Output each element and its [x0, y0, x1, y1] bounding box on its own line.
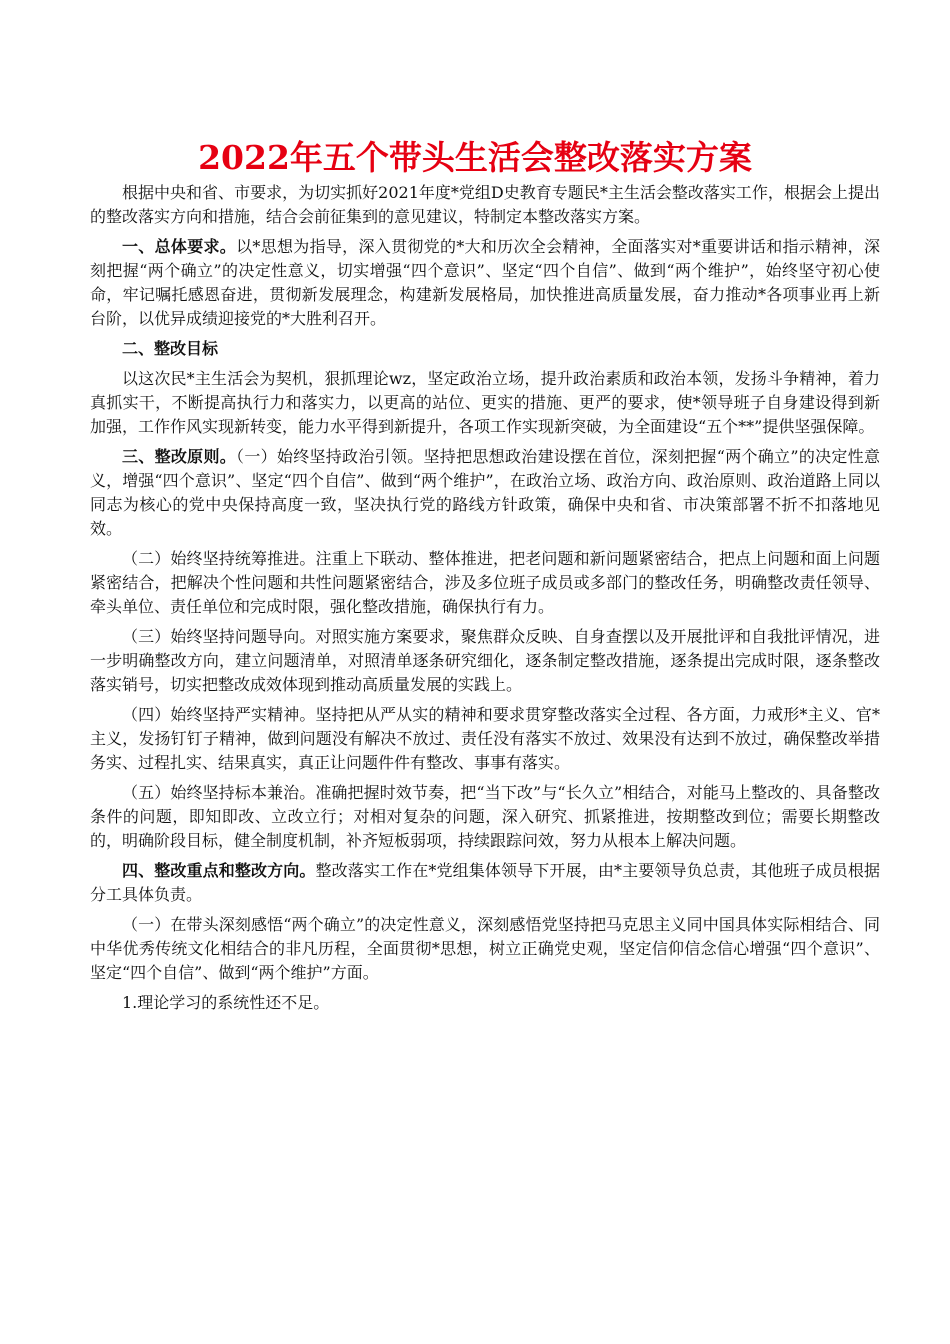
key-point-item: 1.理论学习的系统性还不足。	[122, 993, 330, 1012]
section-rectification-goals-text: 以这次民*主生活会为契机，狠抓理论wz，坚定政治立场，提升政治素质和政治本领，发扬斗争精神，着力真抓实干，不断提高执行力和落实力，以更高的站位、更实的措施、更严的要求，使*领导班子自身建设得到新加强，工作作风实现新转变，能力水平得到新提升，各项工作实现新突破，为全面建设“五个**”提供坚强保障。	[90, 369, 880, 436]
section-general-requirements	[90, 235, 880, 331]
principle-paragraph: （五）始终坚持标本兼治。准确把握时效节奏，把“当下改”与“长久立”相结合，对能马上整改的、具备整改条件的问题，即知即改、立改立行；对相对复杂的问题，深入研究、抓紧推进，按期整改到位；需要长期整改的，明确阶段目标，健全制度机制，补齐短板弱项，持续跟踪问效，努力从根本上解决问题。	[90, 783, 880, 850]
section-rectification-goals-heading: 二、整改目标	[122, 339, 219, 358]
document-body	[90, 181, 880, 1021]
section-text: 以*思想为指导，深入贯彻党的*大和历次全会精神，全面落实对*重要讲话和指示精神，深刻把握“两个确立”的决定性意义，切实增强“四个意识”、坚定“四个自信”、做到“两个维护”，始终坚守初心使命，牢记嘱托感恩奋进，贯彻新发展理念，构建新发展格局，加快推进高质量发展，奋力推动*各项事业再上新台阶，以优异成绩迎接党的*大胜利召开。	[90, 237, 880, 328]
section-text: （一）始终坚持政治引领。坚持把思想政治建设摆在首位，深刻把握“两个确立”的决定性意义，增强“四个意识”、坚定“四个自信”、做到“两个维护”，在政治立场、政治方向、政治原则、政治道路上同以同志为核心的党中央保持高度一致，坚决执行党的路线方针政策，确保中央和省、市决策部署不折不扣落地见效。	[90, 447, 880, 538]
section-heading: 一、总体要求。	[122, 237, 237, 256]
principle-paragraph: （四）始终坚持严实精神。坚持把从严从实的精神和要求贯穿整改落实全过程、各方面，力戒形*主义、官*主义，发扬钉钉子精神，做到问题没有解决不放过、责任没有落实不放过、效果没有达到不放过，确保整改举措务实、过程扎实、结果真实，真正让问题件件有整改、事事有落实。	[90, 705, 880, 772]
section-rectification-principles	[90, 445, 880, 541]
principle-paragraph: （三）始终坚持问题导向。对照实施方案要求，聚焦群众反映、自身查摆以及开展批评和自我批评情况，进一步明确整改方向，建立问题清单，对照清单逐条研究细化，逐条制定整改措施，逐条提出完成时限，逐条整改落实销号，切实把整改成效体现到推动高质量发展的实践上。	[90, 627, 880, 694]
intro-paragraph: 根据中央和省、市要求，为切实抓好2021年度*党组D史教育专题民*主生活会整改落实工作，根据会上提出的整改落实方向和措施，结合会前征集到的意见建议，特制定本整改落实方案。	[90, 183, 880, 226]
section-heading: 四、整改重点和整改方向。	[122, 861, 316, 880]
section-heading: 三、整改原则。	[122, 447, 237, 466]
document-title: 2022年五个带头生活会整改落实方案	[198, 138, 752, 177]
section-text: 整改落实工作在*党组集体领导下开展，由*主要领导负总责，其他班子成员根据分工具体负责。	[90, 861, 880, 904]
principle-paragraph: （二）始终坚持统筹推进。注重上下联动、整体推进，把老问题和新问题紧密结合，把点上问题和面上问题紧密结合，把解决个性问题和共性问题紧密结合，涉及多位班子成员或多部门的整改任务，明确整改责任领导、牵头单位、责任单位和完成时限，强化整改措施，确保执行有力。	[90, 549, 880, 616]
key-point-paragraph: （一）在带头深刻感悟“两个确立”的决定性意义，深刻感悟党坚持把马克思主义同中国具体实际相结合、同中华优秀传统文化相结合的非凡历程，全面贯彻*思想，树立正确党史观，坚定信仰信念信心增强“四个意识”、坚定“四个自信”、做到“两个维护”方面。	[90, 915, 880, 982]
section-key-points	[90, 859, 880, 907]
